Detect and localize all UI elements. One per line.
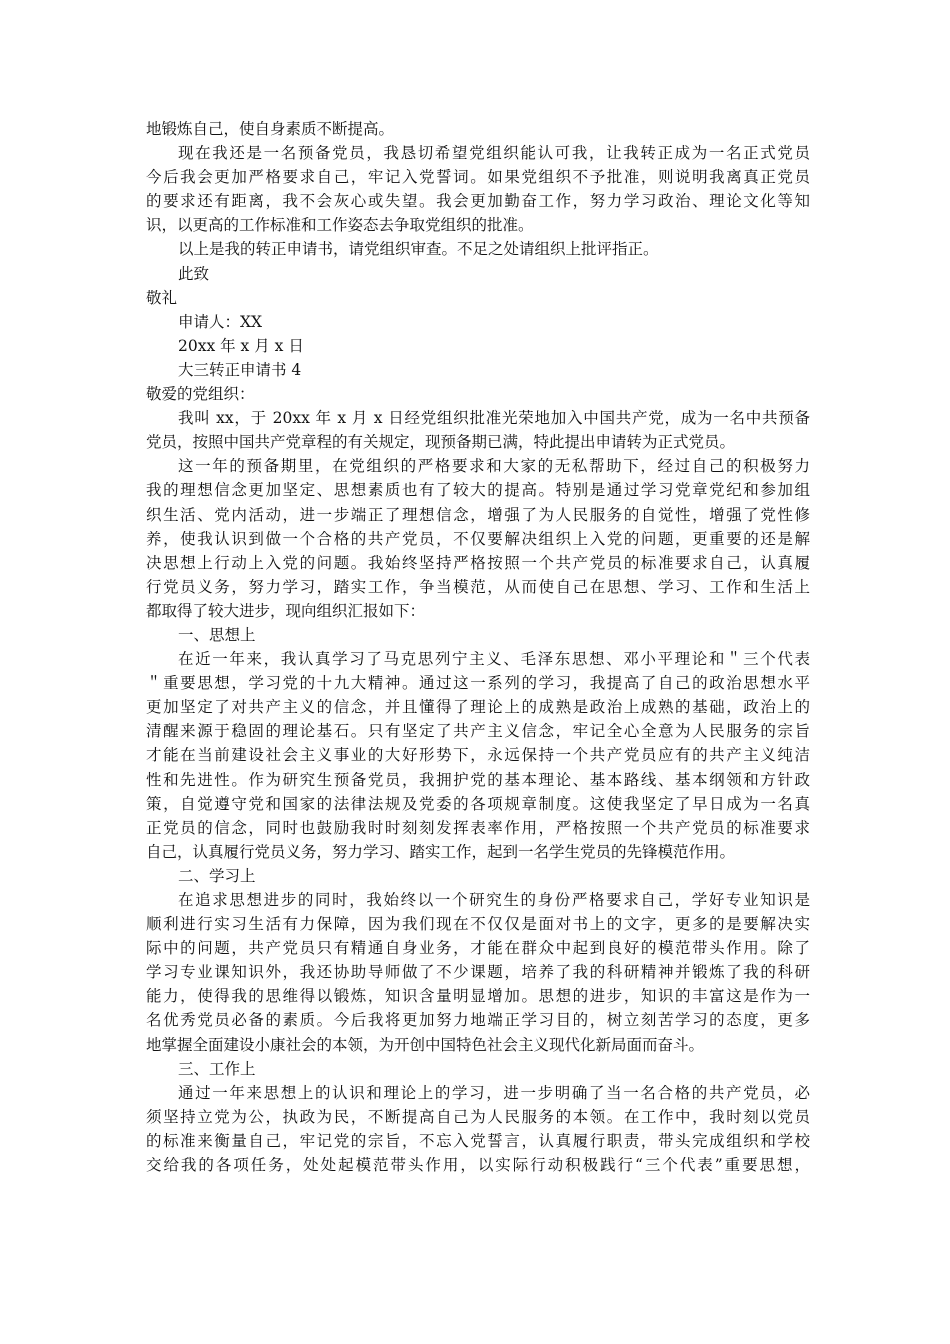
text-line: 我叫 xx，于 20xx 年 x 月 x 日经党组织批准光荣地加入中国共产党，成为一名中共预备 [178,409,810,428]
text-line: 才能在当前建设社会主义事业的大好形势下，永远保持一个共产党员应有的共产主义纯洁 [146,746,810,765]
text-line: 策，自觉遵守党和国家的法律法规及党委的各项规章制度。这使我坚定了早日成为一名真 [146,794,810,813]
text-line: 一、思想上 [178,625,256,644]
text-line: 更加坚定了对共产主义的信念，并且懂得了理论上的成熟是政治上成熟的基础，政治上的 [146,698,810,717]
text-line: 自己，认真履行党员义务，努力学习、踏实工作，起到一名学生党员的先锋模范作用。 [146,842,736,861]
text-line: 织生活、党内活动，进一步端正了理想信念，增强了为人民服务的自觉性，增强了党性修 [146,505,810,524]
text-line: 申请人：XX [178,312,263,331]
text-line: 在追求思想进步的同时，我始终以一个研究生的身份严格要求自己，学好专业知识是 [178,891,810,909]
text-line: 以上是我的转正申请书，请党组织审查。不足之处请组织上批评指正。 [178,240,659,259]
text-line: 20xx 年 x 月 x 日 [178,336,304,355]
text-line: 我的理想信念更加坚定、思想素质也有了较大的提高。特别是通过学习党章党纪和参加组 [146,481,810,500]
text-line: 此致 [178,264,210,283]
text-line: 大三转正申请书 4 [178,360,302,379]
text-line: 二、学习上 [178,866,256,885]
text-line: 顺利进行实习生活有力保障，因为我们现在不仅仅是面对书上的文字，更多的是要解决实 [146,915,810,934]
text-line: 须坚持立党为公，执政为民，不断提高自己为人民服务的本领。在工作中，我时刻以党员 [146,1107,810,1126]
text-line: ＂重要思想，学习党的十九大精神。通过这一系列的学习，我提高了自己的政治思想水平 [146,674,810,693]
text-line: 性和先进性。作为研究生预备党员，我拥护党的基本理论、基本路线、基本纲领和方针政 [146,770,810,789]
text-line: 际中的问题，共产党员只有精通自身业务，才能在群众中起到良好的模范带头作用。除了 [146,939,810,958]
text-line: 的标准来衡量自己，牢记党的宗旨，不忘入党誓言，认真履行职责，带头完成组织和学校 [146,1131,810,1150]
text-line: 识，以更高的工作标准和工作姿态去争取党组织的批准。 [146,216,534,235]
text-line: 党员，按照中国共产党章程的有关规定，现预备期已满，特此提出申请转为正式党员。 [146,433,736,452]
text-line: 今后我会更加严格要求自己，牢记入党誓词。如果党组织不予批准，则说明我离真正党员 [146,168,810,187]
text-line: 地掌握全面建设小康社会的本领，为开创中国特色社会主义现代化新局面而奋斗。 [146,1035,705,1054]
text-line: 行党员义务，努力学习，踏实工作，争当模范，从而使自己在思想、学习、工作和生活上 [146,577,810,596]
text-line: 三、工作上 [178,1059,256,1078]
text-line: 决思想上行动上入党的问题。我始终坚持严格按照一个共产党员的标准要求自己，认真履 [146,553,810,572]
text-line: 养，使我认识到做一个合格的共产党员，不仅要解决组织上入党的问题，更重要的还是解 [146,529,810,548]
text-line: 正党员的信念，同时也鼓励我时时刻刻发挥表率作用，严格按照一个共产党员的标准要求 [146,818,810,837]
text-line: 现在我还是一名预备党员，我恳切希望党组织能认可我，让我转正成为一名正式党员 [178,144,810,163]
text-line: 敬爱的党组织： [146,385,255,404]
text-line: 这一年的预备期里，在党组织的严格要求和大家的无私帮助下，经过自己的积极努力 [178,457,810,476]
text-line: 名优秀党员必备的素质。今后我将更加努力地端正学习目的，树立刻苦学习的态度，更多 [146,1011,810,1030]
text-line: 清醒来源于稳固的理论基石。只有坚定了共产主义信念，牢记全心全意为人民服务的宗旨 [146,722,810,741]
text-line: 地锻炼自己，使自身素质不断提高。 [146,120,395,138]
document-body [146,117,810,1177]
text-line: 能力，使得我的思维得以锻炼，知识含量明显增加。思想的进步，知识的丰富这是作为一 [146,987,810,1006]
text-line: 都取得了较大进步，现向组织汇报如下： [146,601,426,620]
text-line: 在近一年来，我认真学习了马克思列宁主义、毛泽东思想、邓小平理论和＂三个代表 [178,650,810,669]
text-line: 敬礼 [146,288,178,307]
text-line: 通过一年来思想上的认识和理论上的学习，进一步明确了当一名合格的共产党员，必 [178,1083,810,1102]
text-line: 交给我的各项任务，处处起模范带头作用，以实际行动积极践行“三个代表”重要思想， [146,1156,810,1175]
text-line: 的要求还有距离，我不会灰心或失望。我会更加勤奋工作，努力学习政治、理论文化等知 [146,192,810,211]
text-line: 学习专业课知识外，我还协助导师做了不少课题，培养了我的科研精神并锻炼了我的科研 [146,963,810,982]
